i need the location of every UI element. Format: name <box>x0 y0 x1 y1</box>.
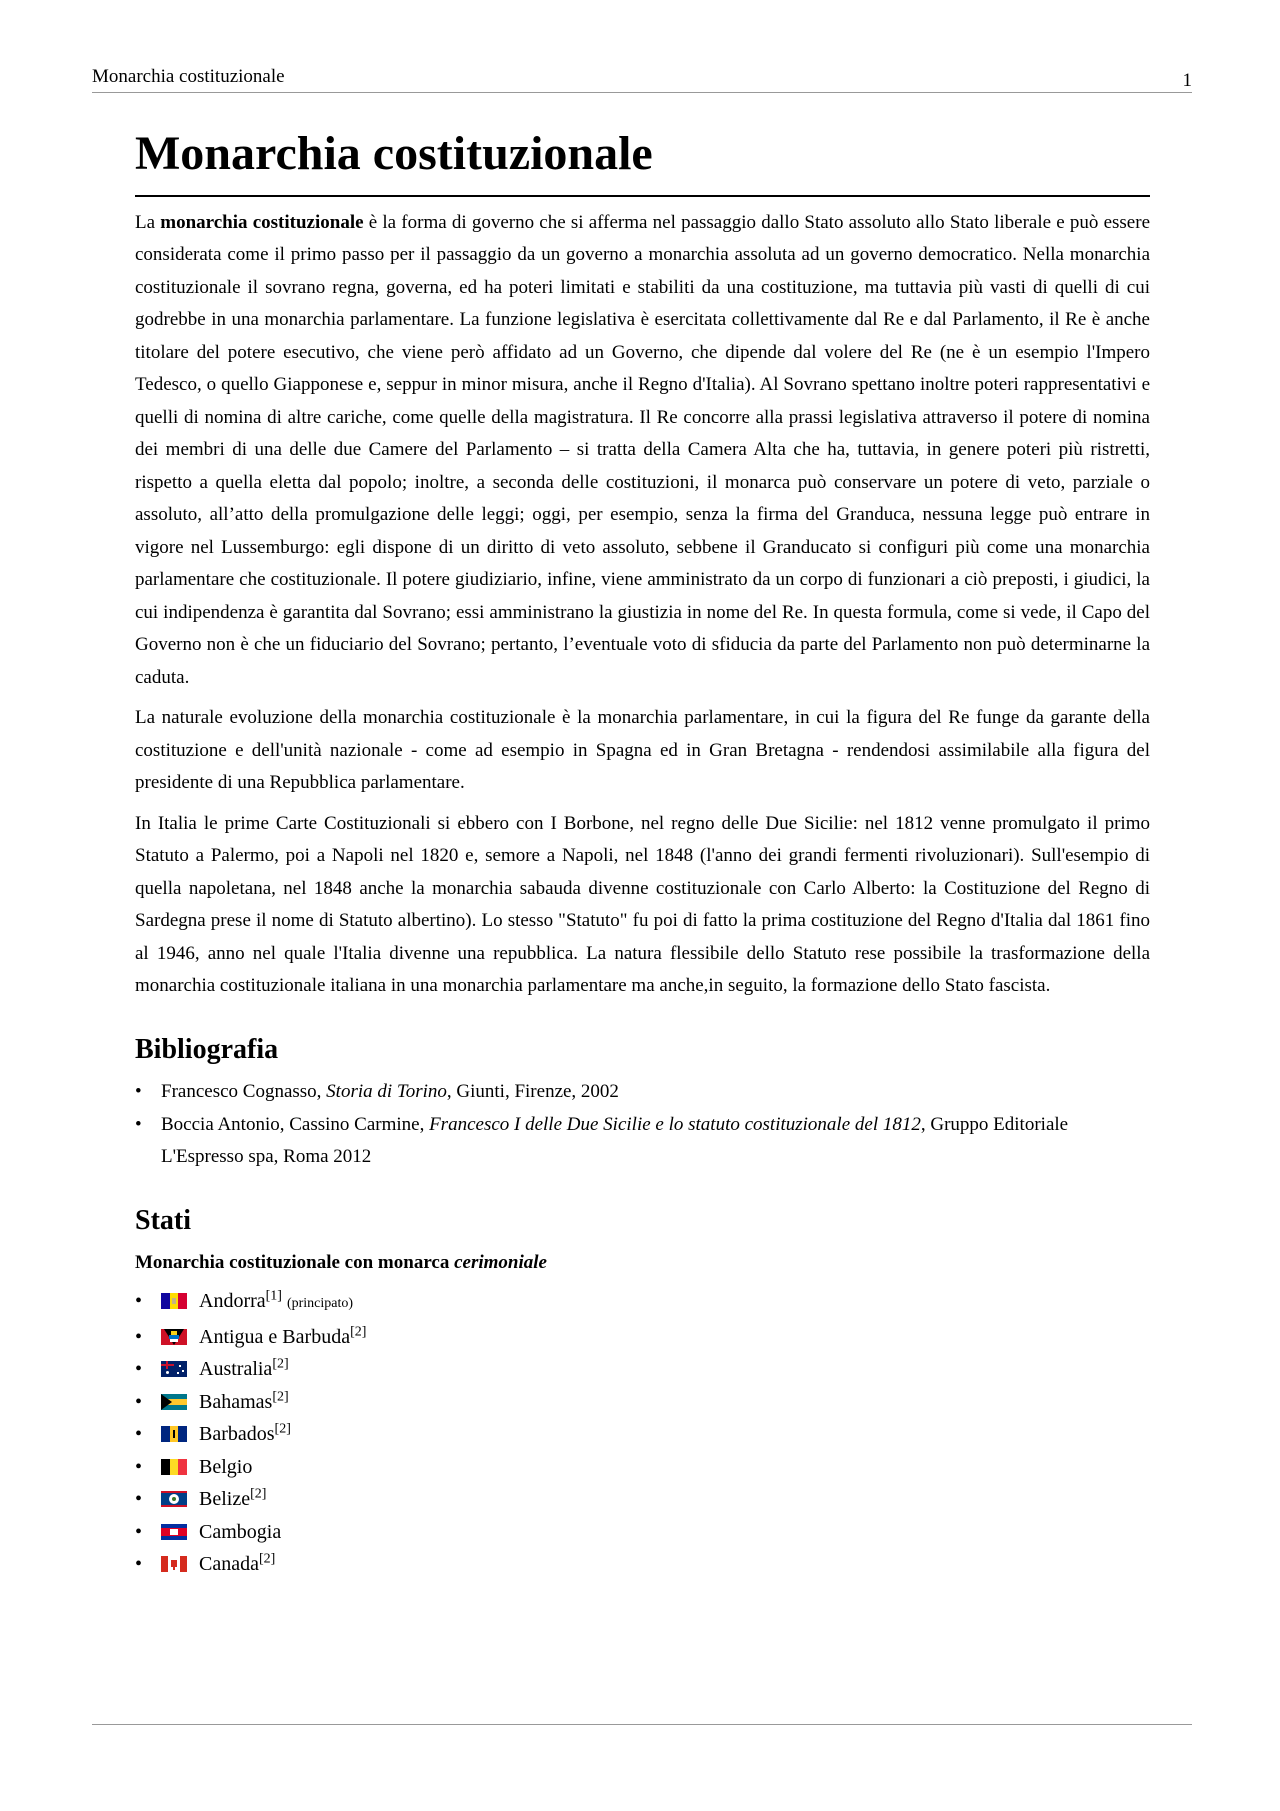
bullet: • <box>135 1423 143 1446</box>
bib-title[interactable]: Francesco I delle Due Sicilie e lo statuto costituzionale del 1812 <box>429 1113 921 1135</box>
antigua-barbuda-flag-icon <box>161 1329 187 1345</box>
reference-link[interactable]: [2] <box>272 1389 289 1405</box>
paragraph-italy: In Italia le prime Carte Costituzionali si ebbero con I Borbone, nel regno delle Due Sicilie: nel 1812 venne promulgato il primo Statuto a Palermo, poi a Napoli nel 1820 e, semore a Napoli, nel 1848 (l'anno dei grandi fermenti rivoluzionari). Sull'esempio di quella napoletana, nel 1848 anche la monarchia sabauda divenne costituzionale con Carlo Alberto: la Costituzione del Regno di Sardegna prese il nome di Statuto albertino). Lo stesso "Statuto" fu poi di fatto la prima costituzione del Regno d'Italia dal 1861 fino al 1946, anno nel quale l'Italia divenne una repubblica. La natura flessibile dello Statuto rese possibile la trasformazione della monarchia costituzionale italiana in una monarchia parlamentare ma anche,in seguito, la formazione dello Stato fascista. <box>135 812 1150 997</box>
bibliografia-item <box>135 1109 1150 1174</box>
intro-lead: La <box>135 211 161 233</box>
state-name[interactable]: Barbados <box>199 1423 275 1446</box>
state-item-canada <box>135 1548 1150 1581</box>
bibliografia-list <box>135 1076 1150 1174</box>
reference-link[interactable]: [1] <box>265 1288 282 1304</box>
bullet: • <box>135 1358 143 1381</box>
state-name[interactable]: Andorra <box>199 1290 266 1313</box>
page-number: 1 <box>1182 70 1192 91</box>
state-item-antigua <box>135 1321 1150 1354</box>
paragraph-evolution: La naturale evoluzione della monarchia costituzionale è la monarchia parlamentare, in cui la figura del Re funge da garante della costituzione e dell'unità nazionale - come ad esempio in Spagna ed in Gran Bretagna - rendendosi assimilabile alla figura del presidente di una Repubblica parlamentare. <box>135 707 1150 794</box>
bullet: • <box>135 1488 143 1511</box>
bullet: • <box>135 1390 143 1413</box>
state-name[interactable]: Antigua e Barbuda <box>199 1325 351 1348</box>
bahamas-flag-icon <box>161 1394 187 1410</box>
state-item-belize <box>135 1483 1150 1516</box>
reference-link[interactable]: [2] <box>350 1324 367 1340</box>
bib-before: Francesco Cognasso, <box>161 1081 327 1103</box>
state-item-barbados <box>135 1418 1150 1451</box>
belize-flag-icon <box>161 1491 187 1507</box>
bullet: • <box>135 1553 143 1576</box>
state-note: (principato) <box>286 1296 354 1312</box>
article-title: Monarchia costituzionale <box>135 128 1150 197</box>
state-item-australia <box>135 1353 1150 1386</box>
article-body <box>135 128 1150 1581</box>
bibliografia-item <box>135 1076 1150 1109</box>
state-name[interactable]: Belgio <box>199 1455 253 1478</box>
bullet: • <box>135 1325 143 1348</box>
intro-text: è la forma di governo che si afferma nel passaggio dallo Stato assoluto allo Stato liberale e può essere considerata come il primo passo per il passaggio da un governo a monarchia assoluta ad un governo democratico. Nella monarchia costituzionale il sovrano regna, governa, ed ha poteri limitati e stabiliti da una costituzione, ma tuttavia più vasti di quelli di cui godrebbe in una monarchia parlamentare. La funzione legislativa è esercitata collettivamente dal Re e dal Parlamento, il Re è anche titolare del potere esecutivo, che viene però affidato ad un Governo, che dipende dal volere del Re (ne è un esempio l'Impero Tedesco, o quello Giapponese e, seppur in minor misura, anche il Regno d'Italia). Al Sovrano spettano inoltre poteri rappresentativi e quelli di nomina di altre cariche, come quelle della magistratura. Il Re concorre alla prassi legislativa attraverso il potere di nomina dei membri di una delle due Camere del Parlamento – si tratta della Camera Alta che ha, tuttavia, in genere poteri più ristretti, rispetto a quella eletta dal popolo; inoltre, a seconda delle costituzioni, il monarca può conservare un potere di veto, parziale o assoluto, all’atto della promulgazione delle leggi; oggi, per esempio, senza la firma del Granduca, nessuna legge può entrare in vigore nel Lussemburgo: egli dispone di un diritto di veto assoluto, sebbene il Granducato si configuri più come una monarchia parlamentare che costituzionale. Il potere giudiziario, infine, viene amministrato da un corpo di funzionari a ciò preposti, i giudici, la cui indipendenza è garantita dal Sovrano; essi amministrano la giustizia in nome del Re. In questa formula, come si vede, il Capo del Governo non è che un fiduciario del Sovrano; pertanto, l’eventuale voto di sfiducia da parte del Parlamento non può determinarne la caduta. <box>135 211 1151 688</box>
cambodia-flag-icon <box>161 1524 187 1540</box>
state-name[interactable]: Australia <box>199 1358 273 1381</box>
bib-after: , Giunti, Firenze, 2002 <box>446 1081 619 1103</box>
state-item-andorra <box>135 1285 1150 1321</box>
belgium-flag-icon <box>161 1459 187 1475</box>
stati-subheading <box>135 1247 1150 1279</box>
bullet: • <box>135 1113 142 1135</box>
stati-heading: Stati <box>135 1204 191 1236</box>
bibliografia-heading: Bibliografia <box>135 1033 279 1065</box>
barbados-flag-icon <box>161 1426 187 1442</box>
andorra-flag-icon <box>161 1293 187 1309</box>
reference-link[interactable]: [2] <box>272 1356 289 1372</box>
state-name[interactable]: Bahamas <box>199 1390 273 1413</box>
state-item-belgio <box>135 1451 1150 1484</box>
state-item-cambogia <box>135 1516 1150 1549</box>
reference-link[interactable]: [2] <box>274 1421 291 1437</box>
state-name[interactable]: Cambogia <box>199 1520 282 1543</box>
subheading-bold: Monarchia costituzionale con monarca <box>135 1252 455 1274</box>
footer-rule <box>92 1724 1192 1725</box>
state-name[interactable]: Canada <box>199 1553 259 1576</box>
reference-link[interactable]: [2] <box>258 1551 276 1567</box>
intro-bold-term: monarchia costituzionale <box>160 211 364 233</box>
bullet: • <box>135 1081 142 1103</box>
bib-before: Boccia Antonio, Cassino Carmine, <box>161 1113 430 1135</box>
bullet: • <box>135 1290 143 1313</box>
state-item-bahamas <box>135 1386 1150 1419</box>
bib-title[interactable]: Storia di Torino <box>326 1081 447 1103</box>
bullet: • <box>135 1455 143 1478</box>
subheading-italic: cerimoniale <box>454 1252 547 1274</box>
reference-link[interactable]: [2] <box>250 1486 267 1502</box>
running-header <box>92 64 1192 93</box>
bib-after: , Gruppo Editoriale L'Espresso spa, Roma 2012 <box>161 1113 1069 1168</box>
australia-flag-icon <box>161 1361 187 1377</box>
state-name[interactable]: Belize <box>199 1488 251 1511</box>
running-header-title: Monarchia costituzionale <box>92 66 285 87</box>
bullet: • <box>135 1520 143 1543</box>
intro-paragraph <box>135 207 1150 695</box>
states-list <box>135 1285 1150 1581</box>
canada-flag-icon <box>161 1556 187 1572</box>
